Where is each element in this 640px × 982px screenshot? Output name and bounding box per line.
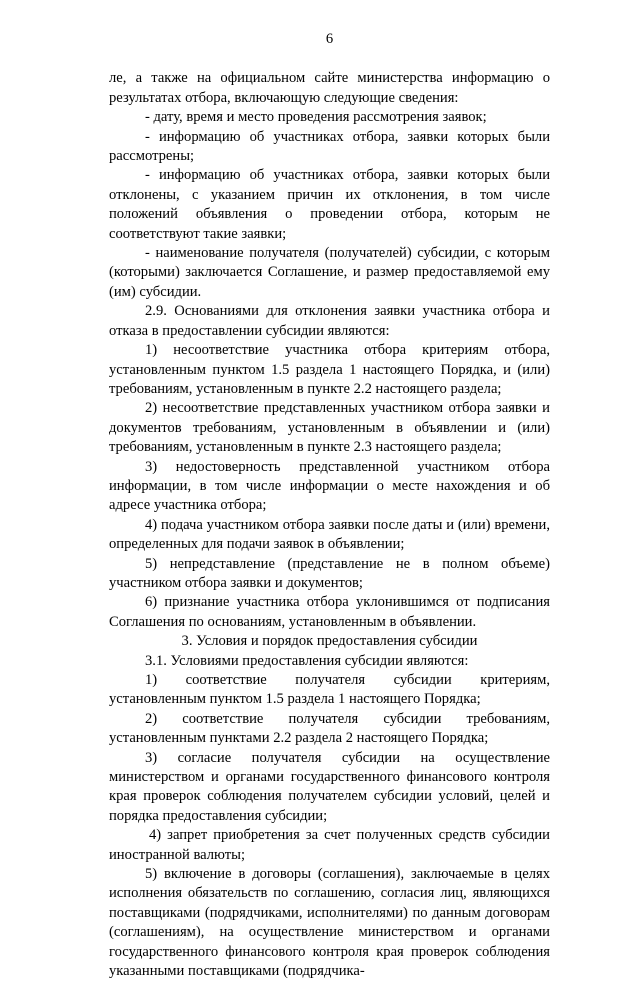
page-number: 6 (325, 31, 334, 47)
clause-2-9-item-1: 1) несоответствие участника отбора критериям отбора, установленным пунктом 1.5 раздела 1 настоящего Порядка, и (или) требованиям, установленным в пункте 2.2 настоящего раздела; (109, 342, 550, 397)
clause-3-1-item-4: 4) запрет приобретения за счет полученных средств субсидии иностранной валюты; (109, 827, 550, 863)
clause-2-9-item-6: 6) признание участника отбора уклонившимся от подписания Соглашения по основаниям, установленным в объявлении. (109, 594, 550, 630)
section-3-heading: 3. Условия и порядок предоставления субсидии (181, 633, 478, 650)
clause-3-1-item-2: 2) соответствие получателя субсидии требованиям, установленным пунктами 2.2 раздела 2 настоящего Порядка; (109, 710, 550, 747)
clause-3-1-item-1: 1) соответствие получателя субсидии критериям, установленным пунктом 1.5 раздела 1 настоящего Порядка; (109, 672, 550, 708)
list-item-rejected-participants: - информацию об участниках отбора, заявки которых были отклонены, с указанием причин их отклонения, в том числе положений объявления о проведении отбора, которым не соответствуют такие заявки; (109, 167, 550, 242)
list-item-date-time-place: - дату, время и место проведения рассмотрения заявок; (145, 109, 487, 126)
paragraph-results-info: ле, а также на официальном сайте министерства информацию о результатах отбора, включающую следующие сведения: (109, 70, 550, 106)
clause-2-9: 2.9. Основаниями для отклонения заявки участника отбора и отказа в предоставлении субсидии являются: (109, 303, 550, 339)
clause-2-9-item-4: 4) подача участником отбора заявки после даты и (или) времени, определенных для подачи заявок в объявлении; (109, 516, 550, 553)
clause-3-1-item-5: 5) включение в договоры (соглашения), заключаемые в целях исполнения обязательств по соглашению, согласия лиц, являющихся поставщиками (подрядчиками, исполнителями) по данным договорам (соглашениям), на осуществление министерством и органами государственного финансового контроля края проверок соблюдения указанными поставщиками (подрядчика- (109, 866, 550, 980)
list-item-recipient-name: - наименование получателя (получателей) субсидии, с которым (которыми) заключается Соглашение, и размер предоставляемой ему (им) субсидии. (109, 245, 550, 300)
clause-3-1-item-3: 3) согласие получателя субсидии на осуществление министерством и органами государственного финансового контроля края проверок соблюдения получателем субсидии условий, целей и порядка предоставления субсидии; (109, 749, 550, 824)
clause-2-9-item-2: 2) несоответствие представленных участником отбора заявки и документов требованиям, установленным в объявлении и (или) требованиям, установленным в пункте 2.3 настоящего раздела; (109, 400, 550, 456)
clause-2-9-item-5: 5) непредставление (представление не в полном объеме) участником отбора заявки и документов; (109, 555, 550, 591)
list-item-reviewed-participants: - информацию об участниках отбора, заявки которых были рассмотрены; (109, 128, 550, 165)
document-page (109, 30, 550, 982)
clause-3-1: 3.1. Условиями предоставления субсидии являются: (145, 652, 469, 669)
clause-2-9-item-3: 3) недостоверность представленной участником отбора информации, в том числе информации о месте нахождения и об адресе участника отбора; (109, 458, 550, 514)
